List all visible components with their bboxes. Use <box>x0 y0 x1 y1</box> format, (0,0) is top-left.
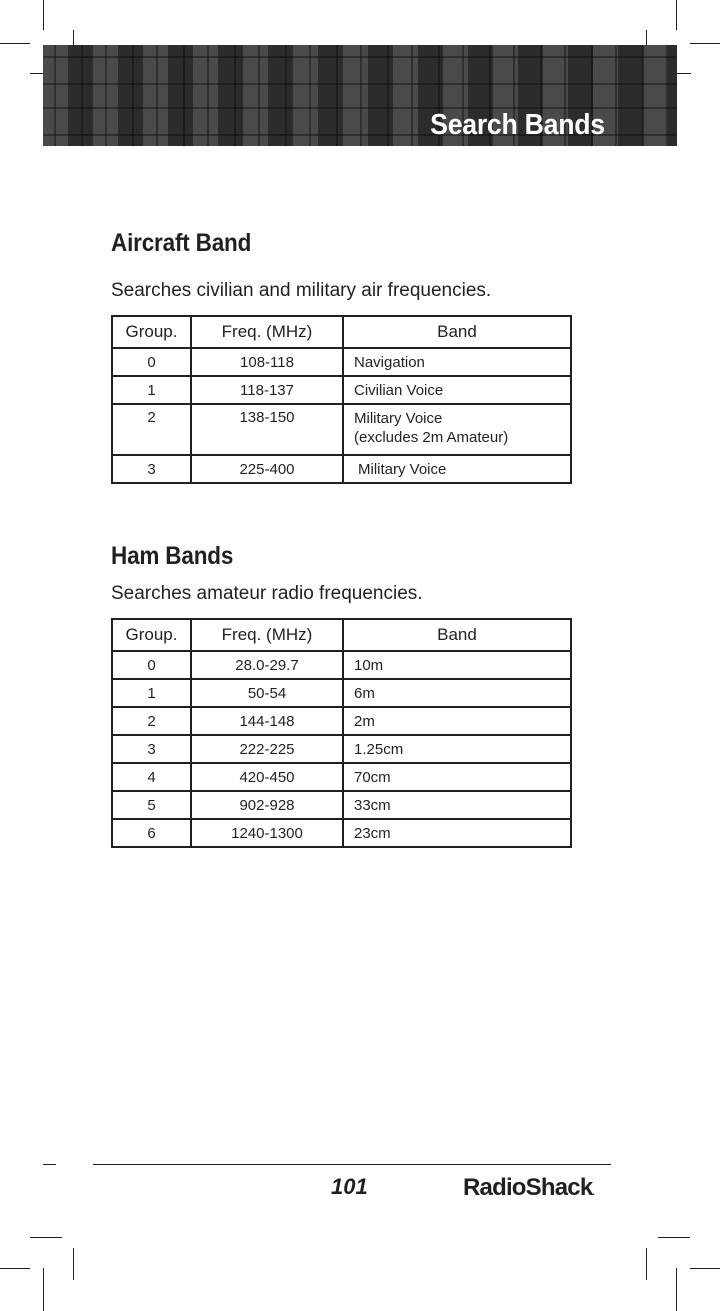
band-cell <box>343 404 571 455</box>
freq-cell: 118-137 <box>191 376 343 404</box>
crop-mark <box>658 1237 690 1238</box>
crop-mark <box>0 1268 30 1269</box>
ham-bands-description: Searches amateur radio frequencies. <box>111 583 423 604</box>
band-cell: 33cm <box>343 791 571 819</box>
group-cell: 1 <box>112 679 191 707</box>
column-header-freq: Freq. (MHz) <box>191 316 343 348</box>
crop-mark <box>676 1268 677 1311</box>
aircraft-band-description: Searches civilian and military air frequencies. <box>111 280 492 301</box>
band-cell: Navigation <box>343 348 571 376</box>
band-cell: Military Voice <box>343 455 571 483</box>
table-row <box>112 679 571 707</box>
group-cell: 1 <box>112 376 191 404</box>
band-note: (excludes 2m Amateur) <box>354 429 509 446</box>
column-header-band: Band <box>343 316 571 348</box>
table-row <box>112 791 571 819</box>
group-cell: 2 <box>112 707 191 735</box>
crop-mark <box>73 1248 74 1280</box>
column-header-group: Group. <box>112 316 191 348</box>
group-cell: 5 <box>112 791 191 819</box>
freq-cell: 108-118 <box>191 348 343 376</box>
band-cell: 2m <box>343 707 571 735</box>
group-cell: 0 <box>112 651 191 679</box>
crop-mark <box>30 1237 62 1238</box>
table-row <box>112 735 571 763</box>
group-cell: 3 <box>112 735 191 763</box>
table-row <box>112 376 571 404</box>
group-cell: 4 <box>112 763 191 791</box>
freq-cell: 225-400 <box>191 455 343 483</box>
column-header-freq: Freq. (MHz) <box>191 619 343 651</box>
table-row <box>112 404 571 455</box>
band-line: Military Voice <box>354 410 443 427</box>
crop-mark <box>646 1248 647 1280</box>
band-cell: 70cm <box>343 763 571 791</box>
group-cell: 6 <box>112 819 191 847</box>
band-cell: 10m <box>343 651 571 679</box>
freq-cell: 50-54 <box>191 679 343 707</box>
group-cell: 2 <box>112 404 191 455</box>
crop-mark <box>0 43 30 44</box>
table-header-row <box>112 619 571 651</box>
radioshack-logo <box>463 1174 594 1202</box>
ham-bands-heading: Ham Bands <box>111 542 234 570</box>
footer-rule <box>93 1164 611 1165</box>
table-row <box>112 819 571 847</box>
brand-mark: . <box>592 1187 595 1197</box>
column-header-band: Band <box>343 619 571 651</box>
header-banner <box>43 45 677 146</box>
freq-cell: 420-450 <box>191 763 343 791</box>
band-cell: 23cm <box>343 819 571 847</box>
crop-mark <box>690 1268 720 1269</box>
table-row <box>112 707 571 735</box>
table-row <box>112 455 571 483</box>
freq-cell: 28.0-29.7 <box>191 651 343 679</box>
crop-mark <box>43 0 44 30</box>
table-row <box>112 763 571 791</box>
table-row <box>112 348 571 376</box>
footer-dash <box>43 1164 56 1165</box>
brand-name: RadioShack <box>463 1174 593 1201</box>
aircraft-band-table <box>111 315 572 484</box>
band-cell: Civilian Voice <box>343 376 571 404</box>
freq-cell: 1240-1300 <box>191 819 343 847</box>
band-cell: 1.25cm <box>343 735 571 763</box>
table-header-row <box>112 316 571 348</box>
group-cell: 0 <box>112 348 191 376</box>
ham-bands-table <box>111 618 572 848</box>
crop-mark <box>676 0 677 30</box>
freq-cell: 144-148 <box>191 707 343 735</box>
aircraft-band-heading: Aircraft Band <box>111 229 252 257</box>
freq-cell: 902-928 <box>191 791 343 819</box>
page-title: Search Bands <box>430 109 605 141</box>
page-number: 101 <box>331 1174 368 1199</box>
group-cell: 3 <box>112 455 191 483</box>
crop-mark <box>690 43 720 44</box>
band-cell: 6m <box>343 679 571 707</box>
freq-cell: 138-150 <box>191 404 343 455</box>
freq-cell: 222-225 <box>191 735 343 763</box>
column-header-group: Group. <box>112 619 191 651</box>
crop-mark <box>43 1268 44 1311</box>
table-row <box>112 651 571 679</box>
